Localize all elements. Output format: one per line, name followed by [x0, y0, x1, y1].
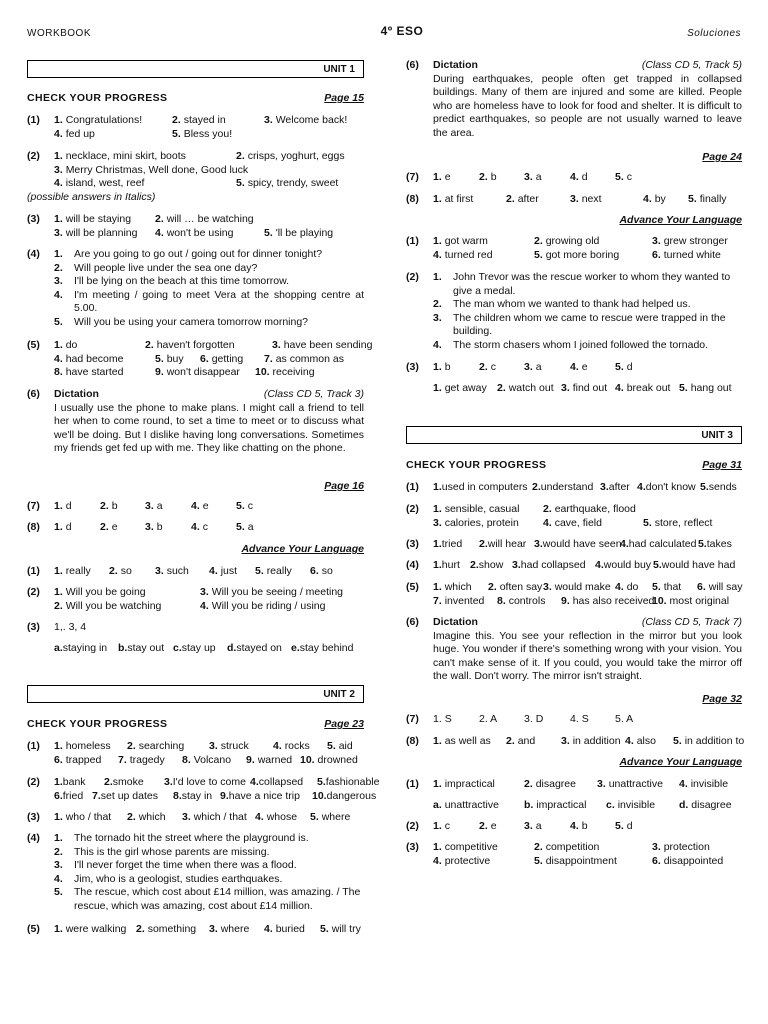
u3-advance-your-language: Advance Your Language	[619, 756, 742, 768]
unit2-check-progress: CHECK YOUR PROGRESS Page 23	[27, 718, 364, 730]
unit1-check-progress: CHECK YOUR PROGRESS Page 15	[27, 92, 364, 104]
u2-advance-your-language: Advance Your Language	[619, 214, 742, 226]
u1-advance-your-language: Advance Your Language	[241, 543, 364, 555]
header-solutions: Soluciones	[687, 28, 741, 39]
unit2-box: UNIT 2	[27, 685, 364, 703]
unit3-box: UNIT 3	[406, 426, 742, 444]
unit3-check-progress: CHECK YOUR PROGRESS Page 31	[406, 459, 742, 471]
page-32-label: Page 32	[702, 693, 742, 705]
unit1-box: UNIT 1	[27, 60, 364, 78]
page-16-label: Page 16	[324, 480, 364, 492]
page-24-label: Page 24	[702, 151, 742, 163]
header-workbook: WORKBOOK	[27, 28, 92, 39]
header-level: 4º ESO	[380, 24, 424, 38]
